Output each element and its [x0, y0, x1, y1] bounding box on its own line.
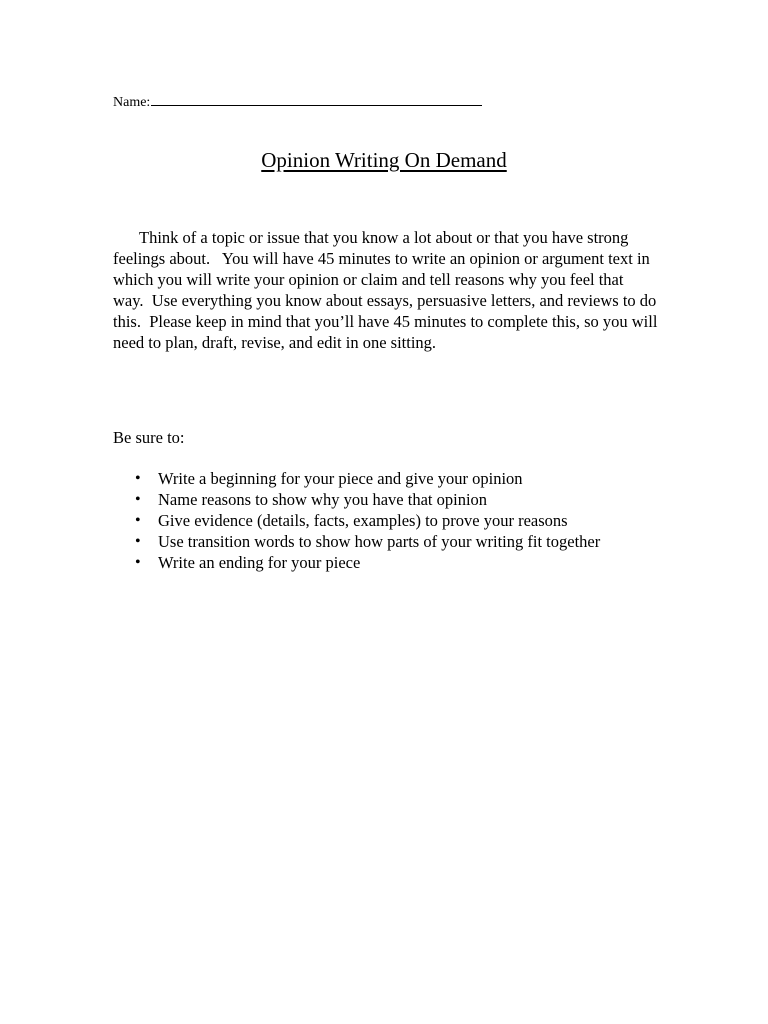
checklist-item	[113, 510, 673, 531]
bullet-icon: •	[135, 470, 141, 487]
bullet-icon: •	[135, 512, 141, 529]
checklist-item	[113, 468, 673, 489]
bullet-icon: •	[135, 533, 141, 550]
bullet-icon: •	[135, 491, 141, 508]
name-field[interactable]	[113, 93, 482, 112]
checklist-heading: Be sure to:	[113, 428, 185, 447]
name-label: Name:	[113, 95, 151, 110]
page-title: Opinion Writing On Demand	[261, 148, 507, 172]
bullet-icon: •	[135, 554, 141, 571]
checklist-item-text: Write a beginning for your piece and give your opinion	[158, 469, 523, 488]
checklist	[113, 468, 673, 573]
checklist-item	[113, 489, 673, 510]
instructions-paragraph: Think of a topic or issue that you know a lot about or that you have strong feelings about. You will have 45 minutes to write an opinion or argument text in which you will write your opinion or claim and tell reasons why you feel that way. Use everything you know about essays, persuasive letters, and reviews to do this. Please keep in mind that you’ll have 45 minutes to complete this, so you will need to plan, draft, revise, and edit in one sitting.	[113, 228, 662, 352]
checklist-item-text: Give evidence (details, facts, examples) to prove your reasons	[158, 511, 568, 530]
name-blank-line[interactable]	[151, 93, 482, 106]
checklist-item-text: Use transition words to show how parts of your writing fit together	[158, 532, 601, 551]
checklist-item-text: Write an ending for your piece	[158, 553, 361, 572]
checklist-item-text: Name reasons to show why you have that opinion	[158, 490, 488, 509]
checklist-item	[113, 552, 673, 573]
checklist-item	[113, 531, 673, 552]
